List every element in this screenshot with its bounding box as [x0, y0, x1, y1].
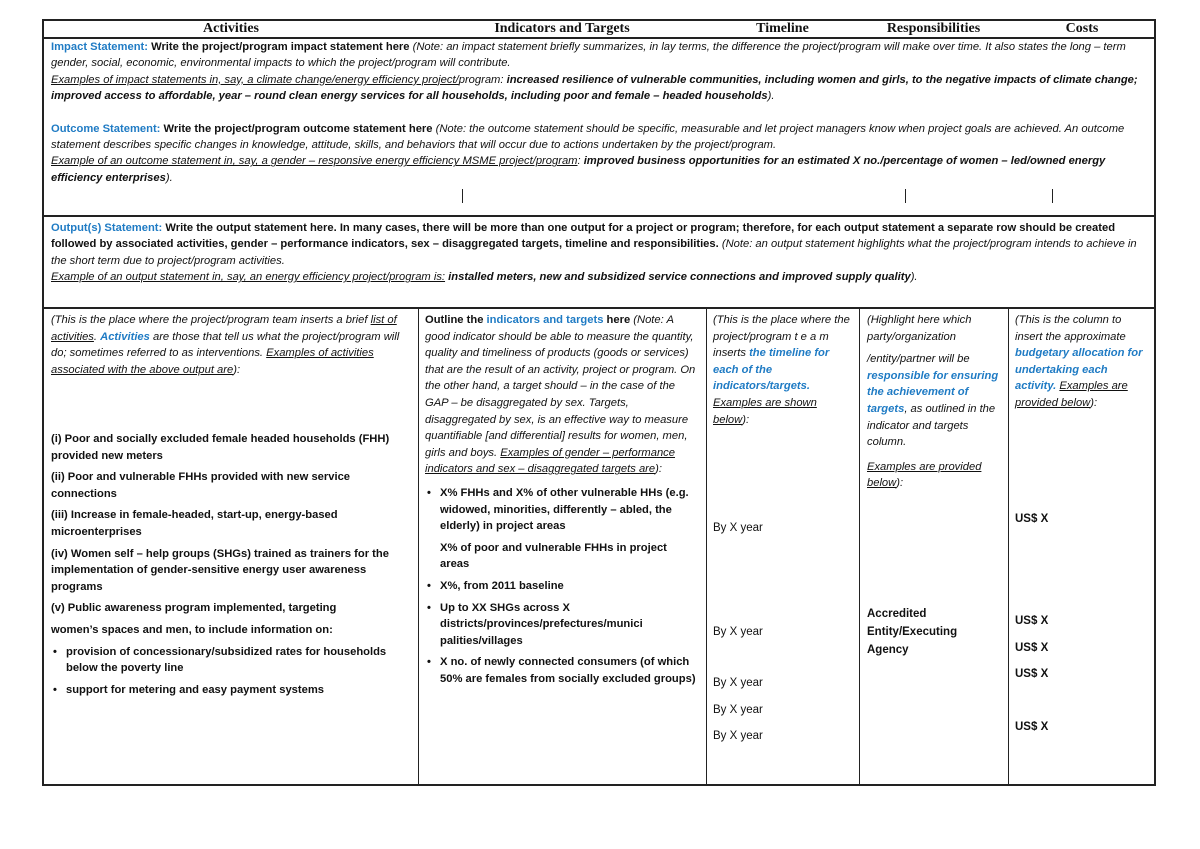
- timeline-entry: By X year: [713, 730, 763, 742]
- output-example: Example of an output statement in, say, an energy efficiency project/program is: installed meters, new and subsidized service connections and improved supply quality).: [51, 271, 918, 284]
- impact-example-text: increased resilience of vulnerable communities, including women and girls, to the negative impacts of climate change; improved access to affordable, year – round clean energy services for all households, including poor and female – headed households: [51, 73, 1138, 103]
- activity-list: [51, 431, 396, 698]
- output-note: (Note: an output statement highlights what the project/program intends to achieve in the short term due to project/program activities.: [51, 238, 1137, 267]
- timeline-entry: By X year: [713, 522, 763, 534]
- list-of-activities: list of activities: [51, 314, 397, 343]
- timeline-column: [713, 312, 855, 428]
- impact-statement: [51, 39, 1148, 72]
- output-example-text: installed meters, new and subsidized service connections and improved supply quality: [448, 271, 911, 284]
- responsibilities-column: (Highlight here which party/organization /entity/partner will be responsible for ensuring the achievement of targets, as outlined in the indicator and targets column. Examples are provided below):: [867, 312, 1001, 492]
- costs-column: [1015, 312, 1151, 412]
- column-divider: [706, 307, 707, 784]
- timeline-entry: By X year: [713, 704, 763, 716]
- timeline-entry: By X year: [713, 626, 763, 638]
- timeline-entry: By X year: [713, 677, 763, 689]
- activity-womens-spaces: women’s spaces and men, to include information on:: [51, 623, 333, 636]
- indicator-item: X% of poor and vulnerable FHHs in project areas: [440, 541, 667, 571]
- activities-intro: (This is the place where the project/program team inserts a brief list of activities. Activities are those that tell us what the project/program will do; sometimes referred to as interventions. Examples of activities associated with the above output are):: [51, 314, 400, 376]
- header-responsibilities: Responsibilities: [886, 21, 981, 36]
- activity-item: (iii) Increase in female-headed, start-up, energy-based microenterprises: [51, 509, 338, 538]
- header-timeline: Timeline: [756, 21, 809, 36]
- column-divider: [418, 307, 419, 784]
- outcome-label: Outcome Statement:: [51, 122, 161, 135]
- header-indicators: Indicators and Targets: [494, 21, 630, 36]
- activities-column: [51, 312, 411, 378]
- outcome-statement: [51, 121, 1148, 154]
- cost-entry: US$ X: [1015, 615, 1049, 627]
- indicator-list: [425, 485, 699, 688]
- output-label: Output(s) Statement:: [51, 222, 163, 234]
- header-costs: Costs: [1065, 21, 1099, 36]
- column-divider: [1008, 307, 1009, 784]
- output-write: Write the output statement here. In many cases, there will be more than one output for a project or program; therefore, for each output statement a separate row should be created followed by associated activities, gender – performance indicators, sex – disaggregated targets, timeline and responsibilities.: [51, 222, 1116, 251]
- outcome-example-lead: Example of an outcome statement in, say, a gender – responsive energy efficiency MSME project/program: [51, 155, 578, 168]
- output-divider: [44, 307, 1154, 309]
- gap-table: [42, 19, 1156, 786]
- impact-label: Impact Statement:: [51, 41, 148, 53]
- header-activities: Activities: [203, 21, 259, 36]
- column-tick: [905, 189, 906, 203]
- impact-outcome-section: [51, 39, 1148, 186]
- cost-entry: US$ X: [1015, 642, 1049, 654]
- activity-bullet: • support for metering and easy payment systems: [53, 683, 325, 696]
- responsible-entity: Accredited Entity/Executing Agency: [867, 608, 958, 656]
- indicator-item: • X% FHHs and X% of other vulnerable HHs (e.g. widowed, minorities, differently – abled, the elderly) in project areas: [427, 486, 689, 533]
- column-tick: [1052, 189, 1053, 203]
- indicator-item: • X%, from 2011 baseline: [427, 579, 564, 592]
- outcome-write: Write the project/program outcome statement here: [163, 122, 433, 135]
- activity-item: (i) Poor and socially excluded female headed households (FHH) provided new meters: [51, 433, 390, 462]
- outcome-example: Example of an outcome statement in, say, a gender – responsive energy efficiency MSME project/program: improved business opportunities for an estimated X no./percentage of women – led/owned energy efficiency enterprises).: [51, 155, 1106, 184]
- indicator-item: • Up to XX SHGs across X districts/provinces/prefectures/munici palities/villages: [427, 601, 643, 647]
- indicator-item: • X no. of newly connected consumers (of which 50% are females from socially excluded groups): [427, 656, 696, 685]
- activity-item: (iv) Women self – help groups (SHGs) trained as trainers for the implementation of gender-sensitive energy user awareness programs: [51, 547, 389, 593]
- column-divider: [859, 307, 860, 784]
- impact-example-lead2: program:: [458, 73, 504, 86]
- outcome-example-text: improved business opportunities for an estimated X no./percentage of women – led/owned energy efficiency enterprises: [51, 155, 1106, 184]
- column-tick: [462, 189, 463, 203]
- activity-item: (ii) Poor and vulnerable FHHs provided with new service connections: [51, 471, 351, 500]
- impact-example: Examples of impact statements in, say, a climate change/energy efficiency project/program: increased resilience of vulnerable communities, including women and girls, to the negative impacts of climate change; improved access to affordable, year – round clean energy services for all households, including poor and female – headed households).: [51, 73, 1138, 103]
- costs-intro: (This is the column to insert the approximate budgetary allocation for undertaking each activity. Examples are provided below):: [1015, 314, 1143, 409]
- cost-entry: US$ X: [1015, 513, 1049, 525]
- activity-item: (v) Public awareness program implemented, targeting: [51, 602, 337, 615]
- outcome-divider: [44, 215, 1154, 217]
- timeline-intro: (This is the place where the project/program t e a m inserts the timeline for each of the indicators/targets. Examples are shown below):: [713, 314, 850, 426]
- activity-bullet: • provision of concessionary/subsidized rates for households below the poverty line: [53, 645, 387, 675]
- impact-write: Write the project/program impact statement here: [151, 41, 410, 53]
- output-statement: [51, 220, 1148, 269]
- indicators-intro: Outline the indicators and targets here (Note: A good indicator should be able to measure the quantity, quality and timeliness of products (goods or services) that are the result of an activity, project or program. On the other hand, a target should – in the case of the GAP – be disaggregated by sex. Targets, disaggregated by sex, is an effective way to measure quantifiable [and differential] results for women, men, girls and boys. Examples of gender – performance indicators and sex – disaggregated targets are):: [425, 314, 696, 476]
- cost-entry: US$ X: [1015, 668, 1049, 680]
- cost-entry: US$ X: [1015, 721, 1049, 733]
- impact-note: (Note: an impact statement briefly summarizes, in lay terms, the difference the project/program will make over time. It also states the long – term gender, social, economic, environmental impacts to which the project/program will contribute.: [51, 41, 1126, 70]
- output-section: [51, 220, 1148, 286]
- outcome-note: (Note: the outcome statement should be specific, measurable and let project managers know when project goals are achieved. An outcome statement describes specific changes in knowledge, attitude, skills, and behaviors that will occur due to actions undertaken by the project/program.: [51, 122, 1125, 152]
- responsibilities-intro: (Highlight here which party/organization: [867, 314, 972, 343]
- output-example-lead: Example of an output statement in, say, an energy efficiency project/program is:: [51, 271, 446, 284]
- impact-example-lead: Examples of impact statements in, say, a climate change/energy efficiency project/: [51, 73, 459, 86]
- indicators-column: [425, 312, 699, 687]
